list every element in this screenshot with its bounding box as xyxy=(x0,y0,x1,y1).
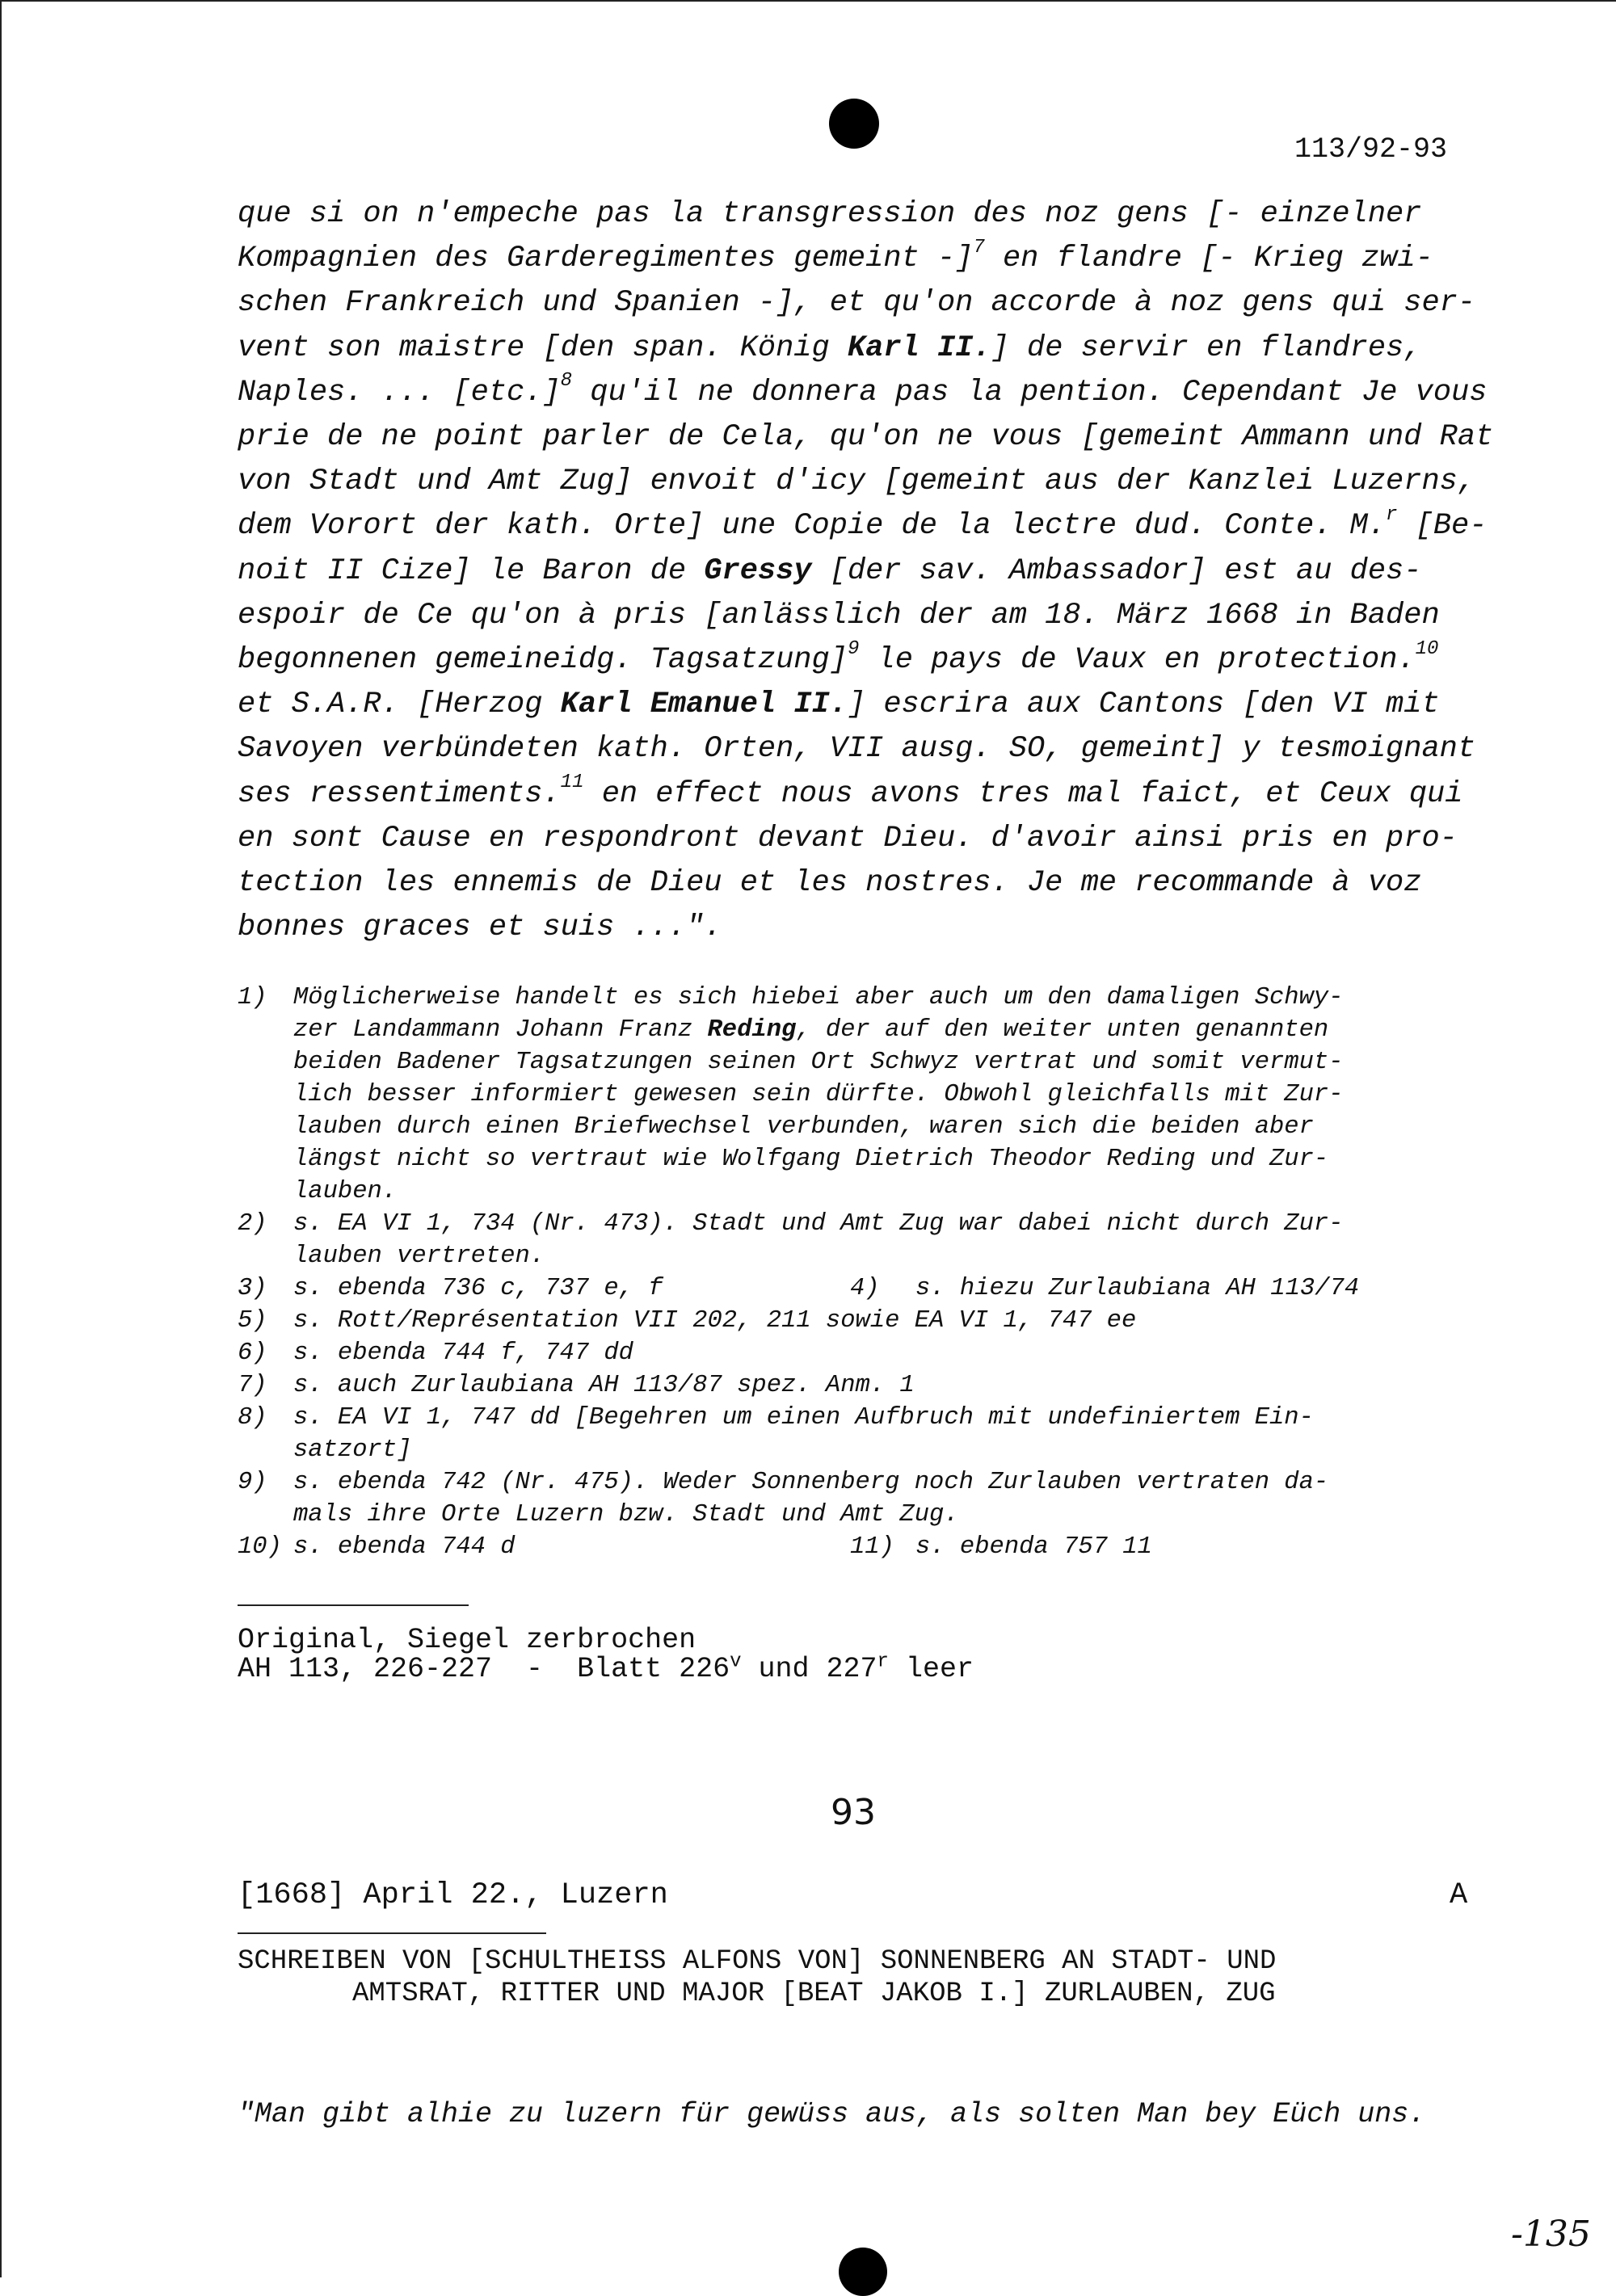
footnote-8: 8) s. EA VI 1, 747 dd [Begehren um einen Aufbruch mit undefiniertem Ein- satzort] xyxy=(238,1404,1314,1464)
footnote-7: 7) s. auch Zurlaubiana AH 113/87 spez. Anm. 1 xyxy=(238,1372,915,1399)
punch-hole-bottom xyxy=(839,2248,887,2296)
body-line: dem Vorort der kath. Orte] une Copie de la lectre dud. Conte. M.$^r$ [Be- xyxy=(238,504,1488,544)
document-date-place: [1668] April 22., Luzern xyxy=(238,1878,668,1912)
body-line: que si on n'empeche pas la transgression des noz gens [- einzelner xyxy=(238,197,1422,231)
footnote-1: 1) Möglicherweise handelt es sich hiebei aber auch um den damaligen Schwy- zer Landammann Johann Franz Reding, der auf den weiter unten genannten beiden Badener Tagsatzungen seinen Ort Schwyz vertrat und somit vermut- lich besser informiert gewesen sein dürfte. Obwohl gleichfalls mit Zur- lauben durch einen Briefwechsel verbunden, waren sich die beiden aber längst nicht so vertraut wie Wolfgang Dietrich Theodor Reding und Zur- lauben. xyxy=(238,984,1344,1205)
footnote-10-11 xyxy=(238,1531,1474,1563)
punch-hole-top xyxy=(829,99,879,149)
footnote-4: 4) s. hiezu Zurlaubiana AH 113/74 xyxy=(850,1275,1360,1302)
page-border-top xyxy=(0,0,1616,2)
body-line: Naples. ... $[etc.]^8$ qu'il ne donnera pas la pention. Cependant Je vous xyxy=(238,370,1488,410)
footnote-10: 10) s. ebenda 744 d xyxy=(238,1533,516,1561)
handwritten-page-number: -135 xyxy=(1511,2214,1591,2255)
body-line: begonnenen gemeineidg. Tagsatzung]$^9$ le pays de Vaux en protection.$^{10}$ xyxy=(238,637,1439,678)
body-line: schen Frankreich und Spanien -], et qu'on accorde à noz gens qui ser- xyxy=(238,286,1476,321)
body-line: Kompagnien des Garderegimentes gemeint -]$^7$ en flandre [- Krieg zwi- xyxy=(238,236,1433,276)
body-line: vent son maistre [den span. König Karl II.] de servir en flandres, xyxy=(238,330,1422,365)
letter-body-text xyxy=(238,192,1494,950)
body-line: en sont Cause en respondront devant Dieu. d'avoir ainsi pris en pro- xyxy=(238,821,1458,856)
document-number: 93 xyxy=(831,1792,876,1833)
body-line: von Stadt und Amt Zug] envoit d'icy [gemeint aus der Kanzlei Luzerns, xyxy=(238,465,1476,499)
footnote-5: 5) s. Rott/Représentation VII 202, 211 sowie EA VI 1, 747 ee xyxy=(238,1307,1137,1335)
letter-opening-quote: "Man gibt alhie zu luzern für gewüss aus, als solten Man bey Eüch uns. xyxy=(238,2098,1426,2130)
footnote-divider xyxy=(238,1604,469,1606)
footnote-11: 11) s. ebenda 757 11 xyxy=(850,1533,1152,1561)
body-line: espoir de Ce qu'on à pris [anlässlich der am 18. März 1668 in Baden xyxy=(238,598,1440,633)
footnote-9: 9) s. ebenda 742 (Nr. 475). Weder Sonnenberg noch Zurlauben vertraten da- mals ihre Orte Luzern bzw. Stadt und Amt Zug. xyxy=(238,1469,1329,1529)
body-line: bonnes graces et suis ...". xyxy=(238,910,722,945)
body-line: tection les ennemis de Dieu et les nostres. Je me recommande à voz xyxy=(238,866,1422,901)
body-line: et S.A.R. [Herzog Karl Emanuel II.] escrira aux Cantons [den VI mit xyxy=(238,688,1440,722)
page-reference: 113/92-93 xyxy=(1294,133,1448,166)
footnote-2: 2) s. EA VI 1, 734 (Nr. 473). Stadt und Amt Zug war dabei nicht durch Zur- lauben vertreten. xyxy=(238,1210,1344,1270)
footnote-3: 3) s. ebenda 736 c, 737 e, f xyxy=(238,1275,663,1302)
footnote-6: 6) s. ebenda 744 f, 747 dd xyxy=(238,1339,633,1367)
body-line: Savoyen verbündeten kath. Orten, VII ausg. SO, gemeint] y tesmoignant xyxy=(238,732,1476,767)
body-line: prie de ne point parler de Cela, qu'on ne vous [gemeint Ammann und Rat xyxy=(238,420,1494,455)
document-heading: SCHREIBEN VON [SCHULTHEISS ALFONS VON] SONNENBERG AN STADT- UND AMTSRAT, RITTER UND MAJOR [BEAT JAKOB I.] ZURLAUBEN, ZUG xyxy=(238,1946,1277,2009)
page-border-left xyxy=(0,0,2,2277)
footnotes xyxy=(238,982,1474,1563)
body-line: noit II Cize] le Baron de Gressy [der sav. Ambassador] est au des- xyxy=(238,553,1422,588)
footnote-3-4 xyxy=(238,1272,1474,1305)
heading-divider xyxy=(238,1932,546,1934)
source-note: Original, Siegel zerbrochen AH 113, 226-227 - Blatt 226$^v$ und 227$^r$ leer xyxy=(238,1624,974,1685)
body-line: ses ressentiments.$^{11}$ en effect nous avons tres mal faict, et Ceux qui xyxy=(238,772,1463,811)
document-section-letter: A xyxy=(1450,1878,1468,1912)
